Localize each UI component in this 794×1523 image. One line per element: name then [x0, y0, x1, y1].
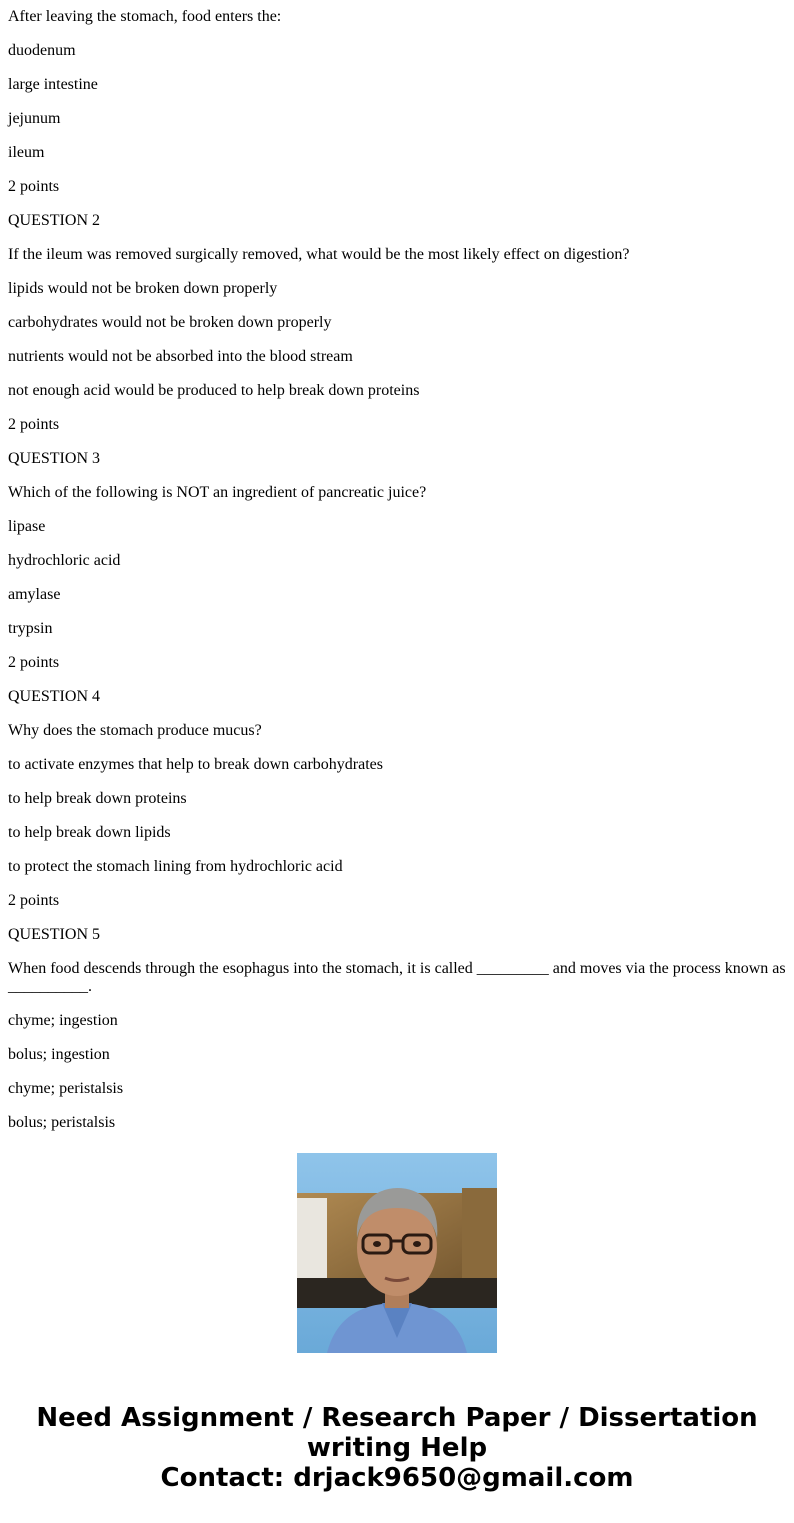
- answer-option: chyme; peristalsis: [8, 1080, 124, 1097]
- answer-option: lipase: [8, 518, 46, 535]
- points-label: 2 points: [8, 654, 60, 671]
- answer-option: not enough acid would be produced to help break down proteins: [8, 382, 420, 399]
- answer-option: to protect the stomach lining from hydrochloric acid: [8, 858, 343, 875]
- question-1-text: After leaving the stomach, food enters the:: [8, 8, 282, 25]
- answer-option: amylase: [8, 586, 61, 603]
- promo-footer: [0, 1403, 794, 1493]
- question-3-text: Which of the following is NOT an ingredient of pancreatic juice?: [8, 484, 427, 501]
- points-label: 2 points: [8, 178, 60, 195]
- answer-option: carbohydrates would not be broken down properly: [8, 314, 332, 331]
- points-label: 2 points: [8, 892, 60, 909]
- author-photo: [297, 1153, 497, 1353]
- answer-option: duodenum: [8, 42, 76, 59]
- answer-option: ileum: [8, 144, 45, 161]
- answer-option: lipids would not be broken down properly: [8, 280, 278, 297]
- answer-option: to help break down proteins: [8, 790, 187, 807]
- question-4-text: Why does the stomach produce mucus?: [8, 722, 262, 739]
- answer-option: hydrochloric acid: [8, 552, 121, 569]
- answer-option: nutrients would not be absorbed into the blood stream: [8, 348, 353, 365]
- answer-option: bolus; ingestion: [8, 1046, 110, 1063]
- answer-option: bolus; peristalsis: [8, 1114, 116, 1131]
- question-heading: QUESTION 5: [8, 926, 100, 943]
- question-heading: QUESTION 2: [8, 212, 100, 229]
- answer-option: chyme; ingestion: [8, 1012, 118, 1029]
- contact-line: Contact: drjack9650@gmail.com: [160, 1463, 634, 1493]
- answer-option: to activate enzymes that help to break down carbohydrates: [8, 756, 383, 773]
- answer-option: jejunum: [8, 110, 61, 127]
- promo-line-2: writing Help: [306, 1433, 488, 1463]
- answer-option: large intestine: [8, 76, 98, 93]
- question-2-text: If the ileum was removed surgically removed, what would be the most likely effect on digestion?: [8, 246, 630, 263]
- question-heading: QUESTION 3: [8, 450, 100, 467]
- answer-option: trypsin: [8, 620, 53, 637]
- answer-option: to help break down lipids: [8, 824, 171, 841]
- question-heading: QUESTION 4: [8, 688, 100, 705]
- points-label: 2 points: [8, 416, 60, 433]
- quiz-content: [8, 0, 790, 1131]
- question-5-text: When food descends through the esophagus into the stomach, it is called _________ and moves via the process known as __________.: [8, 960, 786, 995]
- promo-line-1: Need Assignment / Research Paper / Dissertation: [36, 1403, 758, 1433]
